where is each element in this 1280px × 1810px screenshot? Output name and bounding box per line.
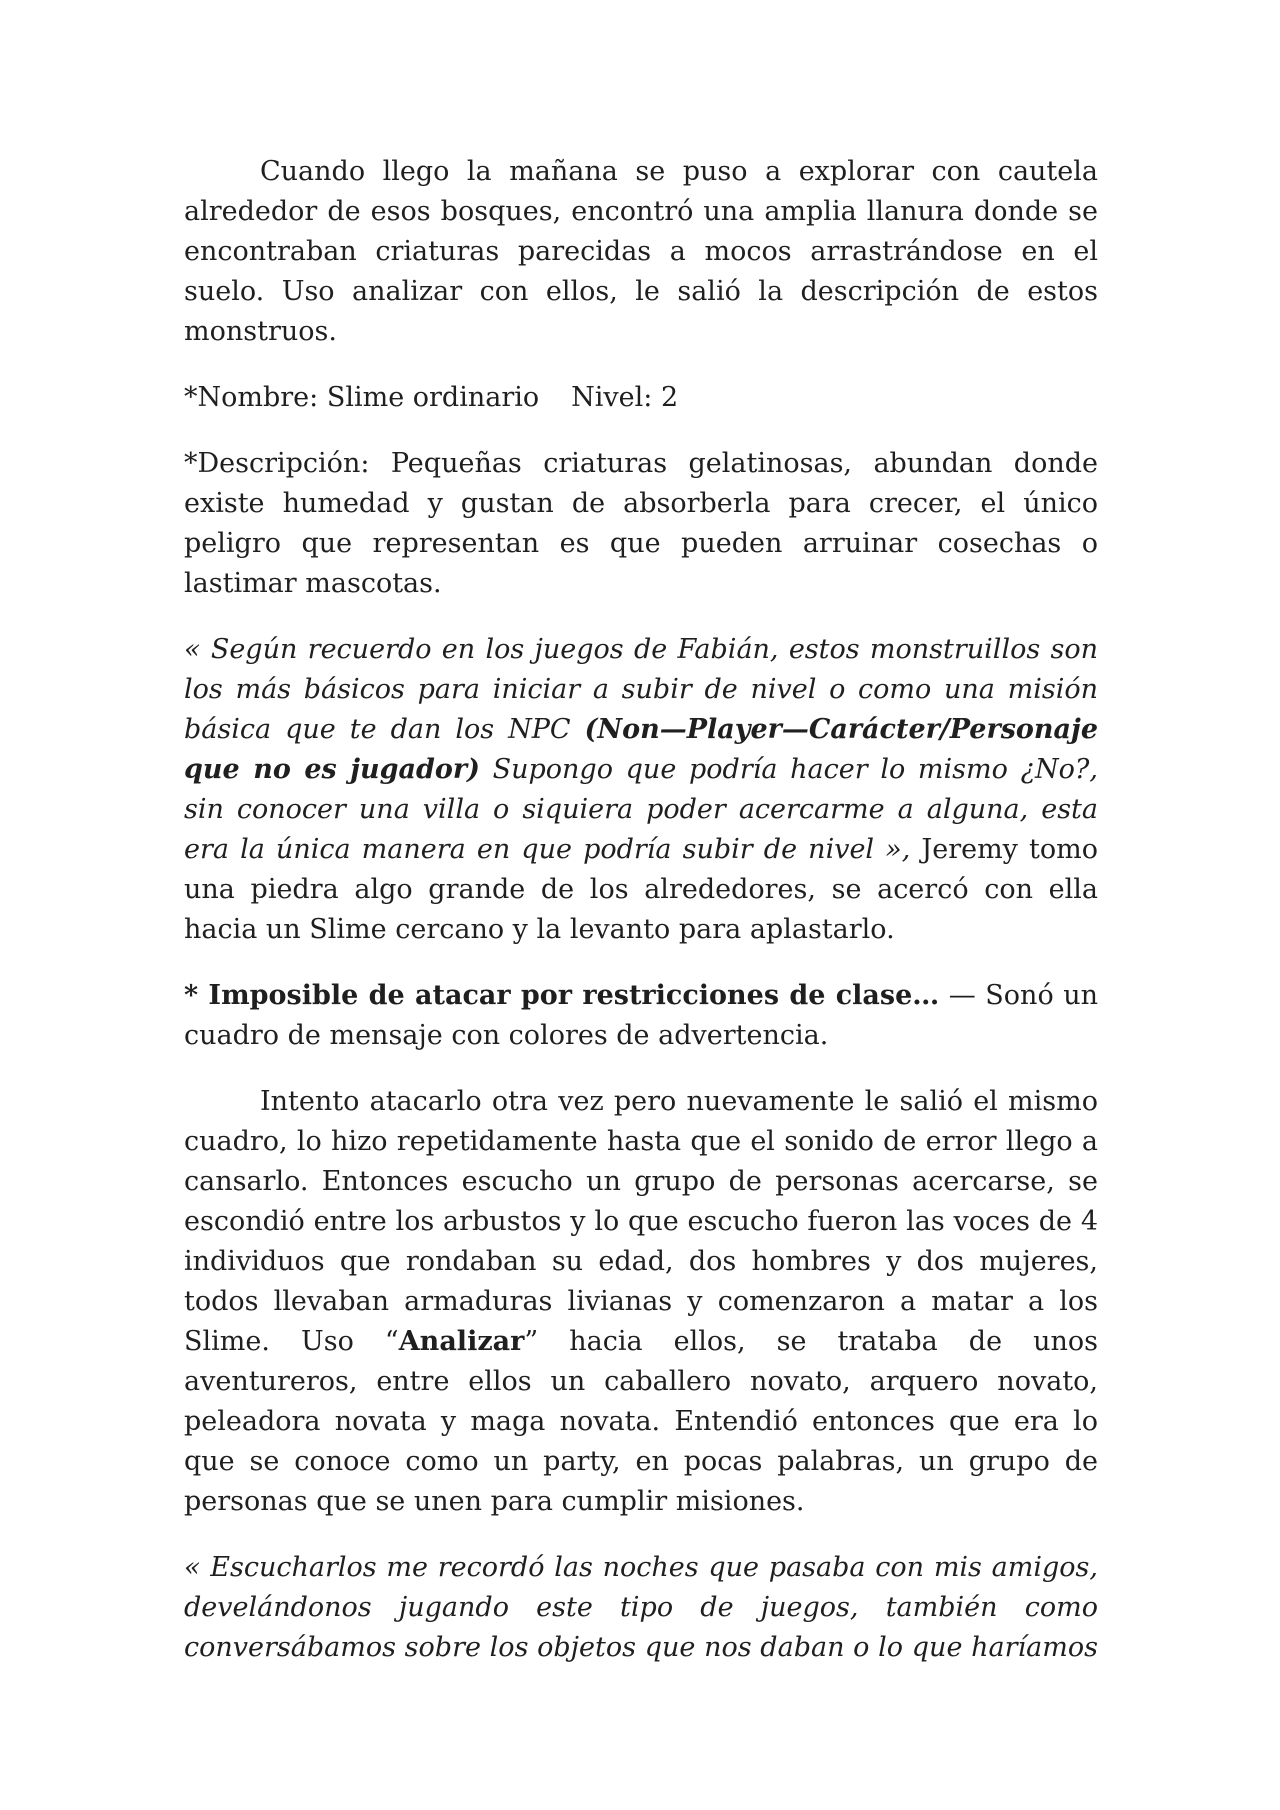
paragraph-exploration: Cuando llego la mañana se puso a explorar con cautela alrededor de esos bosques, encontró una amplia llanura donde se encontraban criaturas parecidas a mocos arrastrándose en el suelo. Uso analizar con ellos, le salió la descripción de estos monstruos. (184, 156, 1098, 347)
warning-narration: — Sonó un cuadro de mensaje con colores de advertencia. (184, 980, 1098, 1051)
thought-text-2: Supongo que podría hacer lo mismo ¿No?, sin conocer una villa o siquiera poder acercarme a alguna, esta era la única manera en que podría subir de nivel », (184, 754, 1098, 865)
document-page (184, 152, 1098, 1694)
paragraph-thought-fabian (184, 630, 1098, 950)
adventurers-text-1: Intento atacarlo otra vez pero nuevamente le salió el mismo cuadro, lo hizo repetidamente hasta que el sonido de error llego a cansarlo. Entonces escucho un grupo de personas acercarse, se escondió entre los arbustos y lo que escucho fueron las voces de 4 individuos que rondaban su edad, dos hombres y dos mujeres, todos llevaban armaduras livianas y comenzaron a matar a los Slime. Uso “ (184, 1086, 1098, 1357)
thought-text-1: « Según recuerdo en los juegos de Fabián, estos monstruillos son los más básicos para iniciar a subir de nivel o como una misión básica que te dan los NPC (184, 634, 1098, 745)
paragraph-thought-friends: « Escucharlos me recordó las noches que pasaba con mis amigos, develándonos jugando este tipo de juegos, también como conversábamos sobre los objetos que nos daban o lo que haríamos (184, 1552, 1098, 1663)
npc-definition: (Non—Player—Carácter/Personaje que no es jugador) (184, 714, 1098, 785)
paragraph-adventurers (184, 1082, 1098, 1522)
paragraph-warning (184, 976, 1098, 1056)
monster-description: *Descripción: Pequeñas criaturas gelatinosas, abundan donde existe humedad y gustan de absorberla para crecer, el único peligro que representan es que pueden arruinar cosechas o lastimar mascotas. (184, 448, 1098, 599)
monster-name: *Nombre: Slime ordinario (184, 382, 540, 413)
adventurers-text-2: ” hacia ellos, se trataba de unos aventureros, entre ellos un caballero novato, arquero novato, peleadora novata y maga novata. Entendió entonces que era lo que se conoce como un party, en pocas palabras, un grupo de personas que se unen para cumplir misiones. (184, 1326, 1099, 1517)
warning-message: * Imposible de atacar por restricciones de clase… (184, 980, 940, 1011)
narration-stone: Jeremy tomo una piedra algo grande de los alrededores, se acercó con ella hacia un Slime cercano y la levanto para aplastarlo. (184, 834, 1098, 945)
monster-level: Nivel: 2 (571, 382, 679, 413)
monster-stat-line (184, 378, 1098, 418)
analizar-skill: Analizar (398, 1326, 525, 1357)
